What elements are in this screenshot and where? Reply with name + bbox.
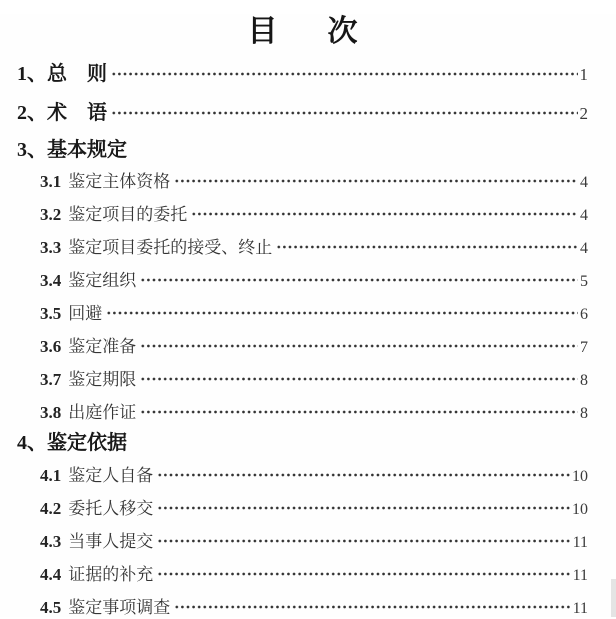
section-heading-label: 3、基本规定	[17, 139, 127, 161]
entry-number: 4.2	[40, 499, 62, 518]
entry-page-number: 11	[572, 567, 588, 584]
entry-page-number: 5	[580, 273, 588, 290]
toc-entry	[40, 532, 588, 553]
entry-label: 鉴定主体资格	[68, 172, 171, 191]
entry-page-number: 8	[580, 372, 588, 389]
entry-page-number: 11	[572, 534, 588, 551]
entry-number: 3.1	[40, 172, 62, 191]
entry-number: 3.8	[40, 403, 62, 422]
entry-page-number: 6	[580, 306, 588, 323]
toc-section-heading	[17, 432, 588, 454]
toc-entry	[40, 271, 588, 292]
entry-label: 证据的补充	[68, 565, 154, 584]
dotted-leader	[174, 601, 570, 613]
entry-label: 委托人移交	[68, 499, 154, 518]
toc-entry	[40, 598, 588, 619]
dotted-leader	[111, 68, 578, 80]
toc-entry	[40, 238, 588, 259]
dotted-leader	[140, 373, 578, 385]
dotted-leader	[157, 568, 570, 580]
entry-number: 3.3	[40, 238, 62, 257]
entry-page-number: 2	[579, 104, 588, 123]
dotted-leader	[140, 340, 578, 352]
entry-label: 回避	[68, 304, 103, 323]
entry-label: 鉴定事项调查	[68, 598, 171, 617]
entry-label: 鉴定期限	[68, 370, 137, 389]
entry-label: 2、术 语	[17, 102, 107, 124]
toc-entry	[40, 172, 588, 193]
entry-page-number: 4	[580, 240, 588, 257]
entry-number: 3.7	[40, 370, 62, 389]
entry-page-number: 1	[579, 65, 588, 84]
page-title-text: 目 次	[247, 15, 368, 48]
toc-entry	[40, 499, 588, 520]
toc-entry	[40, 565, 588, 586]
entry-label: 鉴定组织	[68, 271, 137, 290]
scan-edge-artifact	[611, 579, 616, 617]
toc-page	[0, 14, 616, 617]
dotted-leader	[157, 502, 570, 514]
toc-entry	[40, 403, 588, 424]
toc-entry	[17, 63, 588, 86]
dotted-leader	[157, 535, 570, 547]
toc-entry	[40, 370, 588, 391]
entry-label: 当事人提交	[68, 532, 154, 551]
entry-number: 4.3	[40, 532, 62, 551]
entry-number: 4.4	[40, 565, 62, 584]
dotted-leader	[191, 208, 578, 220]
toc-section-heading	[17, 139, 588, 161]
dotted-leader	[111, 107, 578, 119]
toc-entry	[40, 337, 588, 358]
toc-entry	[40, 304, 588, 325]
entry-page-number: 7	[580, 339, 588, 356]
toc-entry	[40, 466, 588, 487]
dotted-leader	[157, 469, 570, 481]
section-heading-label: 4、鉴定依据	[17, 432, 127, 454]
dotted-leader	[276, 241, 578, 253]
entry-number: 3.2	[40, 205, 62, 224]
entry-page-number: 4	[580, 207, 588, 224]
entry-number: 4.1	[40, 466, 62, 485]
entry-page-number: 11	[572, 600, 588, 617]
entry-number: 3.6	[40, 337, 62, 356]
entry-label: 1、总 则	[17, 63, 107, 85]
entry-number: 3.4	[40, 271, 62, 290]
entry-page-number: 10	[572, 501, 588, 518]
entry-label: 出庭作证	[68, 403, 137, 422]
dotted-leader	[140, 274, 578, 286]
entry-page-number: 10	[572, 468, 588, 485]
dotted-leader	[106, 307, 578, 319]
entry-label: 鉴定准备	[68, 337, 137, 356]
dotted-leader	[140, 406, 578, 418]
entry-label: 鉴定人自备	[68, 466, 154, 485]
page-title	[17, 14, 588, 50]
entry-page-number: 4	[580, 174, 588, 191]
dotted-leader	[174, 175, 578, 187]
entry-number: 3.5	[40, 304, 62, 323]
entry-number: 4.5	[40, 598, 62, 617]
toc-entry	[40, 205, 588, 226]
entry-label: 鉴定项目委托的接受、终止	[68, 238, 273, 257]
entry-page-number: 8	[580, 405, 588, 422]
entry-label: 鉴定项目的委托	[68, 205, 188, 224]
toc-entry	[17, 102, 588, 125]
